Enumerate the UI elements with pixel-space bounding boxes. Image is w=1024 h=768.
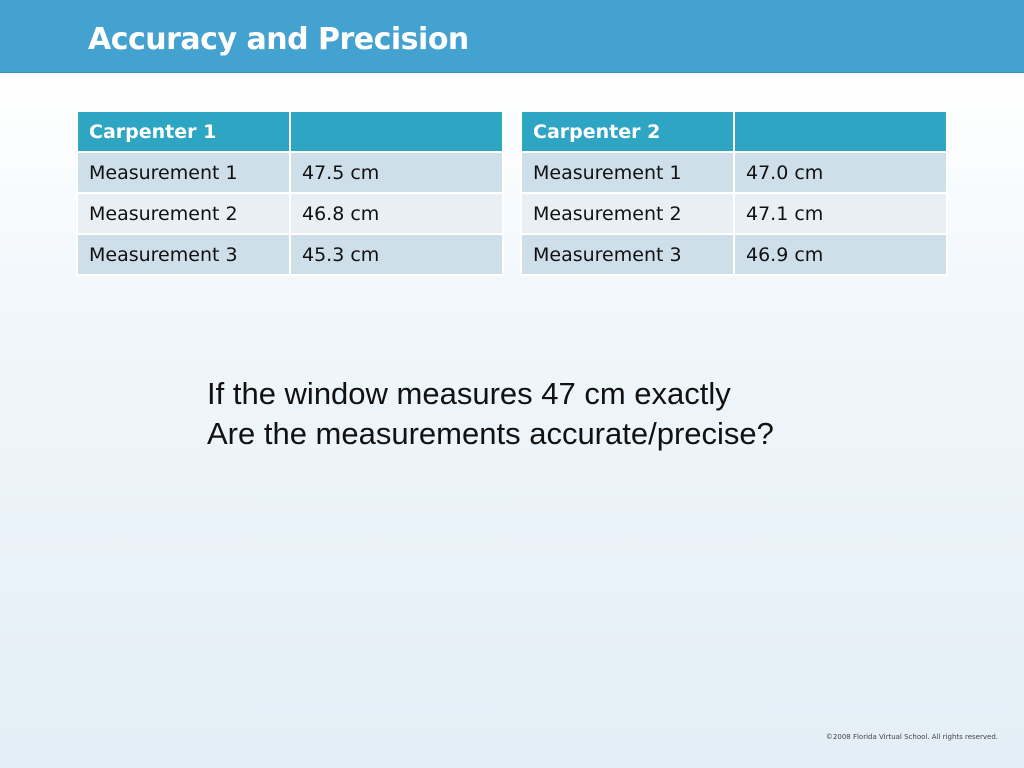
measurement-value: 46.8 cm (290, 193, 503, 234)
table-header-cell (734, 111, 947, 152)
measurement-label: Measurement 1 (521, 152, 734, 193)
measurement-label: Measurement 1 (77, 152, 290, 193)
measurement-label: Measurement 3 (77, 234, 290, 275)
table-row (521, 193, 947, 234)
table-header-row (77, 111, 503, 152)
measurement-value: 46.9 cm (734, 234, 947, 275)
measurement-value: 47.0 cm (734, 152, 947, 193)
table-header-row (521, 111, 947, 152)
table-row (77, 152, 503, 193)
measurement-label: Measurement 3 (521, 234, 734, 275)
measurement-value: 47.5 cm (290, 152, 503, 193)
table-header-cell: Carpenter 1 (77, 111, 290, 152)
table-row (77, 193, 503, 234)
question-line: If the window measures 47 cm exactly (207, 376, 731, 411)
carpenter-2-table (520, 110, 948, 276)
table-row (521, 152, 947, 193)
measurement-label: Measurement 2 (521, 193, 734, 234)
table-header-cell (290, 111, 503, 152)
question-text (207, 374, 774, 454)
copyright-notice: ©2008 Florida Virtual School. All rights reserved. (825, 733, 998, 741)
slide-title: Accuracy and Precision (88, 22, 469, 57)
table-row (521, 234, 947, 275)
question-line: Are the measurements accurate/precise? (207, 416, 774, 451)
measurement-value: 47.1 cm (734, 193, 947, 234)
measurement-label: Measurement 2 (77, 193, 290, 234)
measurement-value: 45.3 cm (290, 234, 503, 275)
title-bar (0, 0, 1024, 73)
table-row (77, 234, 503, 275)
table-header-cell: Carpenter 2 (521, 111, 734, 152)
carpenter-1-table (76, 110, 504, 276)
